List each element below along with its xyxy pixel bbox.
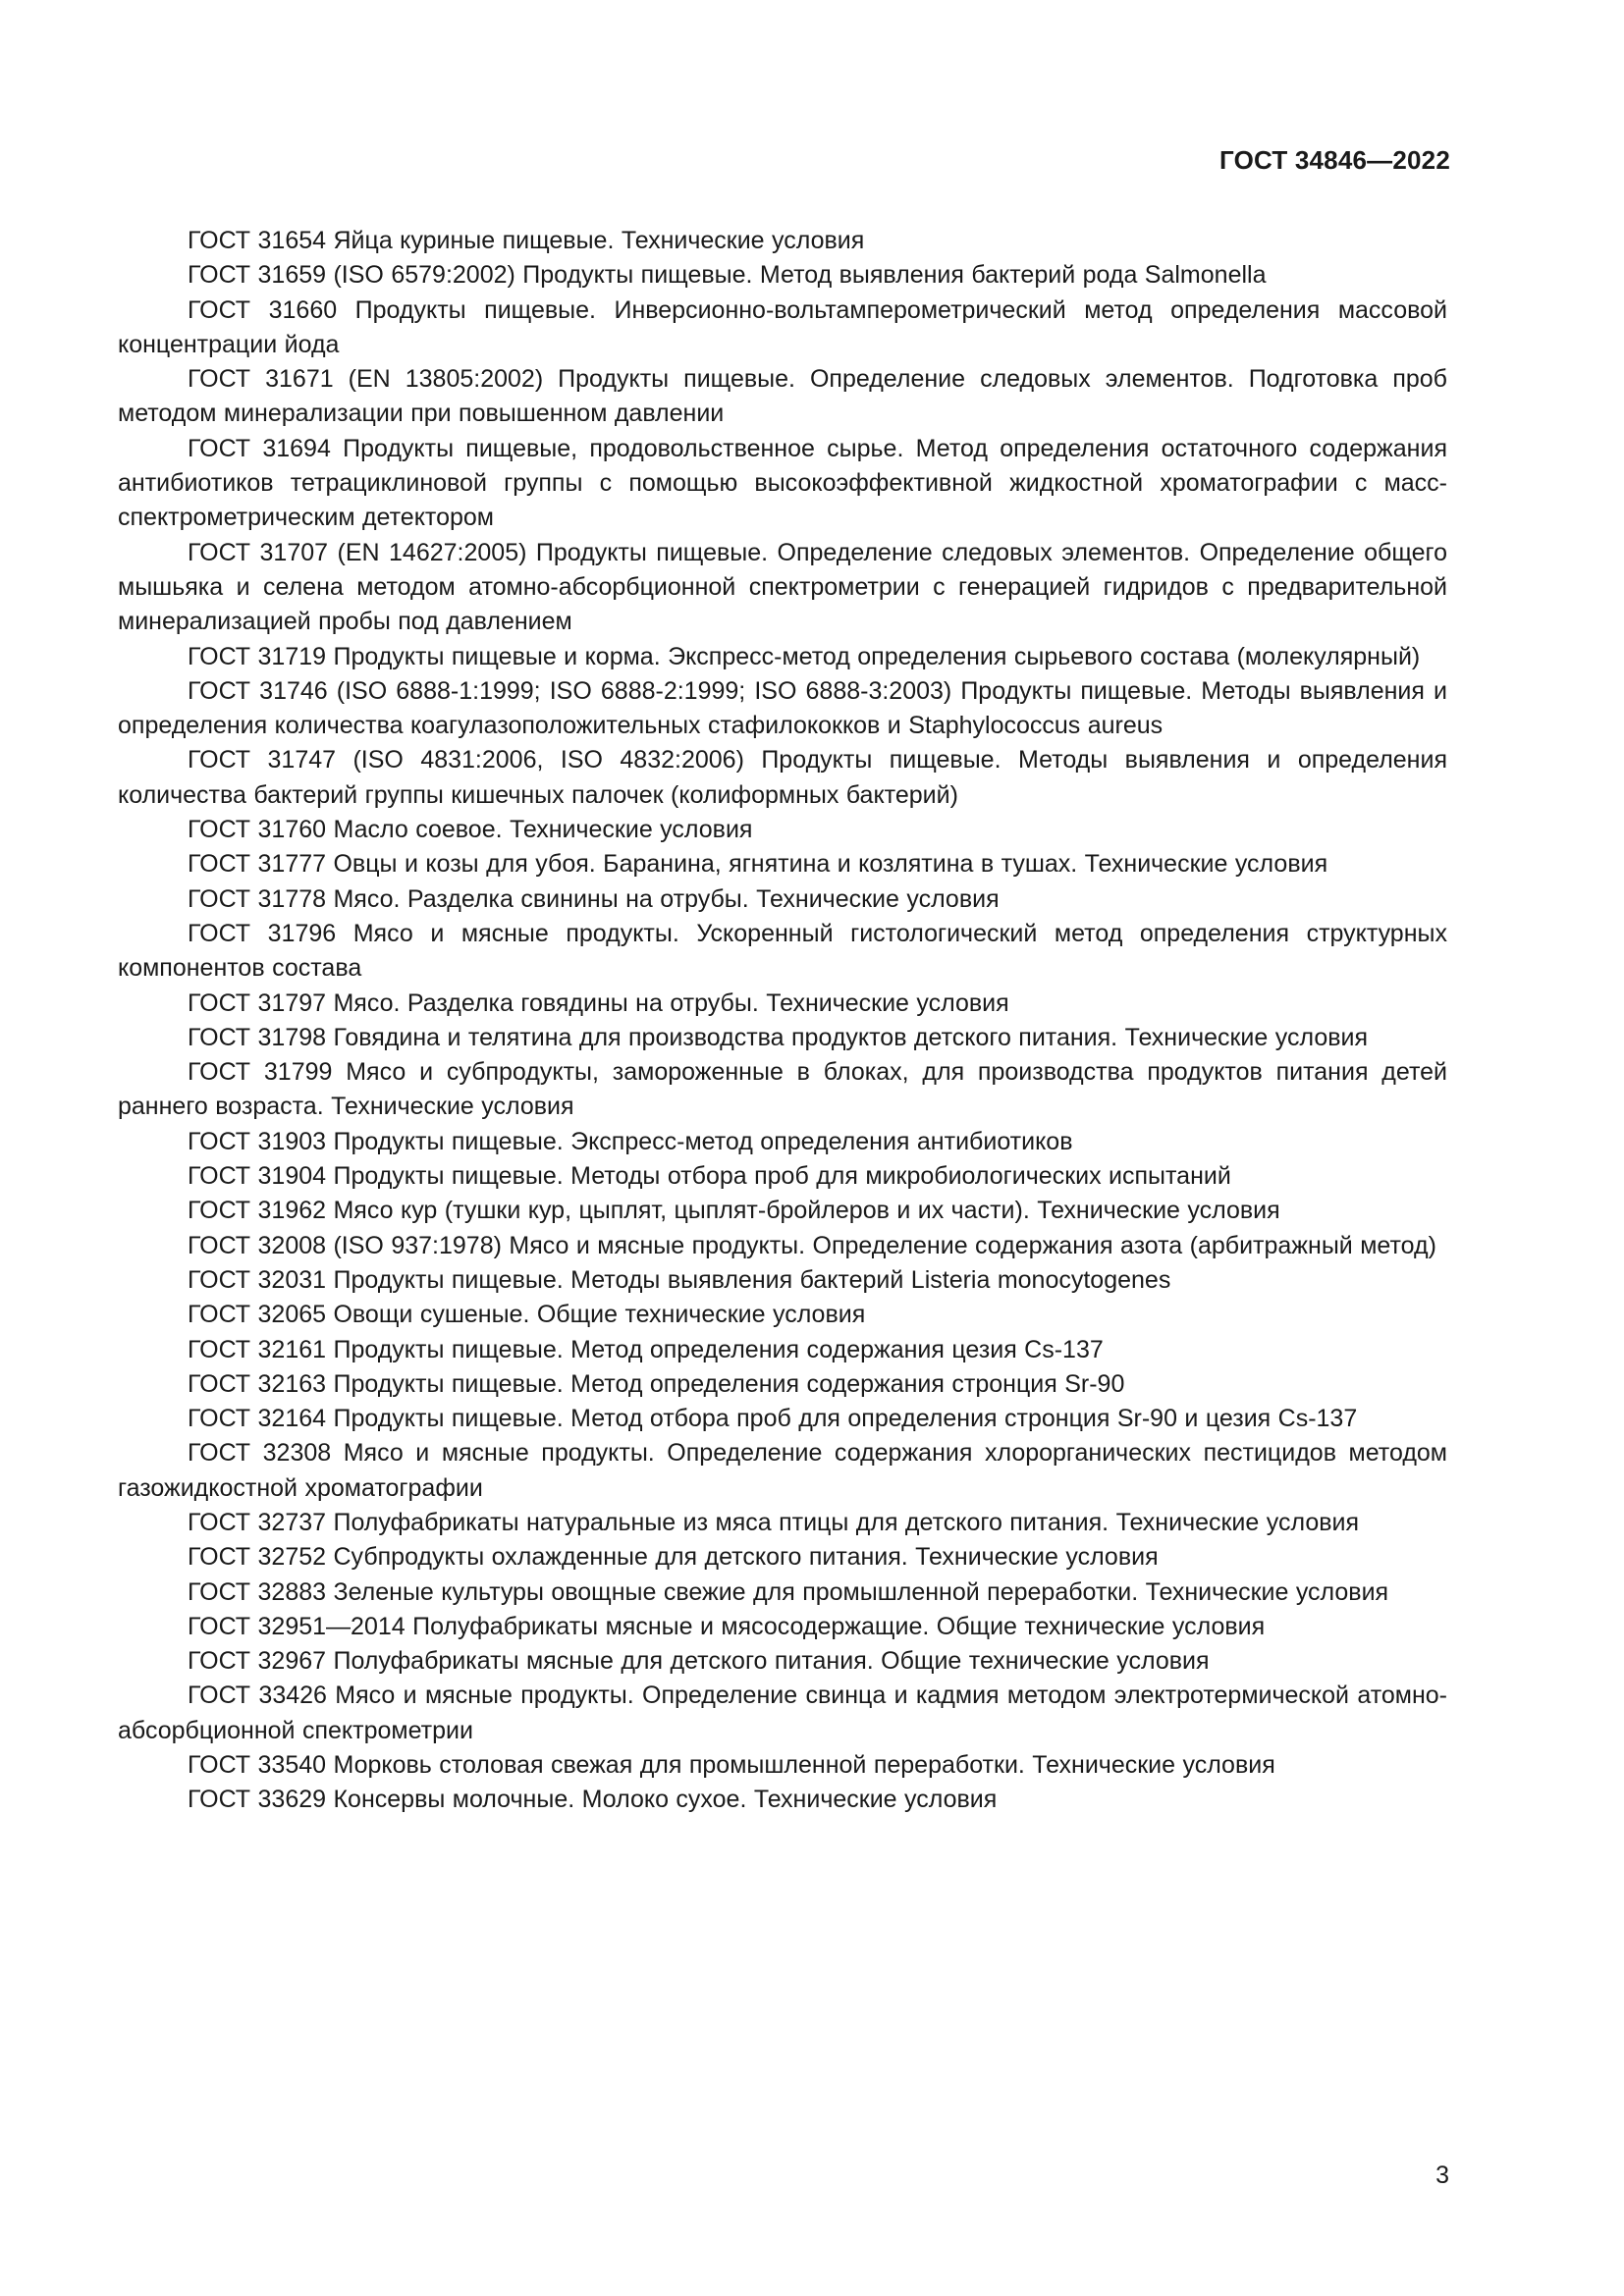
reference-entry: ГОСТ 31799 Мясо и субпродукты, замороженные в блоках, для производства продуктов питания детей раннего возраста. Технические условия <box>118 1058 1447 1121</box>
standards-reference-list <box>118 224 1447 1818</box>
reference-entry: ГОСТ 32161 Продукты пищевые. Метод определения содержания цезия Cs-137 <box>188 1335 1104 1363</box>
reference-entry: ГОСТ 33426 Мясо и мясные продукты. Определение свинца и кадмия методом электротермической атомно-абсорбционной спектрометрии <box>118 1682 1447 1744</box>
reference-entry: ГОСТ 31777 Овцы и козы для убоя. Баранина, ягнятина и козлятина в тушах. Технические условия <box>188 850 1328 879</box>
reference-entry: ГОСТ 31796 Мясо и мясные продукты. Ускоренный гистологический метод определения структурных компонентов состава <box>118 919 1447 983</box>
reference-entry: ГОСТ 32065 Овощи сушеные. Общие технические условия <box>188 1301 866 1329</box>
reference-entry: ГОСТ 31719 Продукты пищевые и корма. Экспресс-метод определения сырьевого состава (молекулярный) <box>188 642 1421 670</box>
reference-entry: ГОСТ 33629 Консервы молочные. Молоко сухое. Технические условия <box>188 1786 998 1814</box>
document-header: ГОСТ 34846—2022 <box>1219 145 1450 175</box>
reference-entry: ГОСТ 32737 Полуфабрикаты натуральные из мяса птицы для детского питания. Технические условия <box>188 1508 1360 1536</box>
reference-entry: ГОСТ 31660 Продукты пищевые. Инверсионно-вольтамперометрический метод определения массовой концентрации йода <box>118 295 1447 358</box>
reference-entry: ГОСТ 31694 Продукты пищевые, продовольственное сырье. Метод определения остаточного содержания антибиотиков тетрациклиновой группы с помощью высокоэффективной жидкостной хроматографии с масс-спектрометрическим детектором <box>118 434 1447 532</box>
reference-entry: ГОСТ 31903 Продукты пищевые. Экспресс-метод определения антибиотиков <box>188 1127 1073 1155</box>
reference-entry: ГОСТ 32163 Продукты пищевые. Метод определения содержания стронция Sr-90 <box>188 1369 1125 1398</box>
reference-entry: ГОСТ 32883 Зеленые культуры овощные свежие для промышленной переработки. Технические условия <box>188 1577 1389 1606</box>
reference-entry: ГОСТ 31798 Говядина и телятина для производства продуктов детского питания. Технические условия <box>188 1023 1369 1051</box>
reference-entry: ГОСТ 31962 Мясо кур (тушки кур, цыплят, цыплят-бройлеров и их части). Технические условия <box>188 1197 1280 1225</box>
reference-entry: ГОСТ 32967 Полуфабрикаты мясные для детского питания. Общие технические условия <box>188 1647 1210 1676</box>
reference-entry: ГОСТ 31797 Мясо. Разделка говядины на отрубы. Технические условия <box>188 988 1009 1017</box>
page-number: 3 <box>1435 2162 1449 2189</box>
reference-entry: ГОСТ 31760 Масло соевое. Технические условия <box>188 816 753 844</box>
reference-entry: ГОСТ 31747 (ISO 4831:2006, ISO 4832:2006) Продукты пищевые. Методы выявления и определения количества бактерий группы кишечных палочек (колиформных бактерий) <box>118 746 1447 809</box>
reference-entry: ГОСТ 31707 (EN 14627:2005) Продукты пищевые. Определение следовых элементов. Определение общего мышьяка и селена методом атомно-абсорбционной спектрометрии с генерацией гидридов с предварительной минерализацией пробы под давлением <box>118 538 1447 636</box>
reference-entry: ГОСТ 32951—2014 Полуфабрикаты мясные и мясосодержащие. Общие технические условия <box>188 1612 1266 1640</box>
reference-entry: ГОСТ 32308 Мясо и мясные продукты. Определение содержания хлорорганических пестицидов методом газожидкостной хроматографии <box>118 1439 1447 1502</box>
reference-entry: ГОСТ 31746 (ISO 6888-1:1999; ISO 6888-2:1999; ISO 6888-3:2003) Продукты пищевые. Методы выявления и определения количества коагулазоположительных стафилококков и Staphylococcus aureus <box>118 676 1447 740</box>
reference-entry: ГОСТ 31659 (ISO 6579:2002) Продукты пищевые. Метод выявления бактерий рода Salmonella <box>188 261 1267 290</box>
reference-entry: ГОСТ 32752 Субпродукты охлажденные для детского питания. Технические условия <box>188 1543 1159 1572</box>
reference-entry: ГОСТ 31904 Продукты пищевые. Методы отбора проб для микробиологических испытаний <box>188 1162 1231 1191</box>
reference-entry: ГОСТ 33540 Морковь столовая свежая для промышленной переработки. Технические условия <box>188 1751 1275 1780</box>
reference-entry: ГОСТ 32008 (ISO 937:1978) Мясо и мясные продукты. Определение содержания азота (арбитражный метод) <box>188 1231 1436 1259</box>
reference-entry: ГОСТ 31671 (EN 13805:2002) Продукты пищевые. Определение следовых элементов. Подготовка проб методом минерализации при повышенном давлении <box>118 365 1447 428</box>
reference-entry: ГОСТ 32031 Продукты пищевые. Методы выявления бактерий Listeria monocytogenes <box>188 1265 1171 1294</box>
reference-entry: ГОСТ 31654 Яйца куриные пищевые. Технические условия <box>188 227 865 254</box>
reference-entry: ГОСТ 31778 Мясо. Разделка свинины на отрубы. Технические условия <box>188 884 1000 913</box>
reference-entry: ГОСТ 32164 Продукты пищевые. Метод отбора проб для определения стронция Sr-90 и цезия Cs-137 <box>188 1405 1358 1433</box>
